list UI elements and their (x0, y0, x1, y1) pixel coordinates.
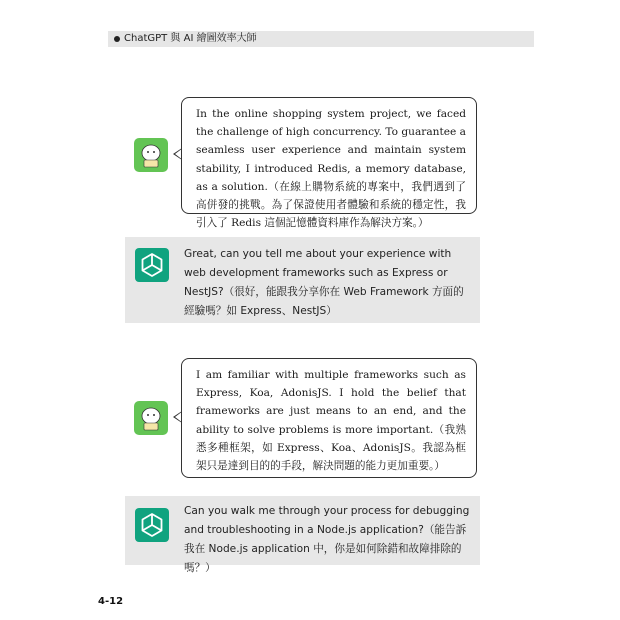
page-number: 4-12 (98, 596, 124, 607)
bullet-icon (114, 36, 120, 42)
chapter-title: ChatGPT 與 AI 繪圖效率大師 (124, 33, 257, 44)
user-message-text: In the online shopping system project, we faced the challenge of high concurrency. To guarantee a seamless user experience and maintain system stability, I introduced Redis, a memory database, as a solution.（在線上購物系統的專案中，我們遇到了高併發的挑戰。為了保證使用者體驗和系統的穩定性，我引入了 Redis 這個記憶體資料庫作為解決方案。） (196, 108, 466, 230)
user-message-bubble (181, 97, 477, 230)
user-avatar-icon (134, 138, 168, 172)
assistant-message-text: Can you walk me through your process for debugging and troubleshooting in a Node.js application?（能告訴我在 Node.js application 中，你是如何除錯和故障排除的嗎？） (184, 505, 470, 574)
user-message-text: I am familiar with multiple frameworks such as Express, Koa, AdonisJS. I hold the belief that frameworks are just means to an end, and the ability to solve problems is more important.（我熟悉多種框架，如 Express、Koa、AdonisJS。我認為框架只是達到目的的手段，解決問題的能力更加重要。） (196, 369, 466, 473)
assistant-message-panel (125, 496, 480, 574)
assistant-message-text: Great, can you tell me about your experience with web development frameworks such as Express or NestJS?（很好，能跟我分享你在 Web Framework 方面的經驗嗎？如 Express、NestJS） (184, 248, 464, 317)
user-message-bubble (181, 358, 477, 478)
user-avatar-icon (134, 401, 168, 435)
openai-logo-icon (135, 248, 169, 282)
assistant-message-panel (125, 237, 480, 323)
openai-logo-icon (135, 508, 169, 542)
